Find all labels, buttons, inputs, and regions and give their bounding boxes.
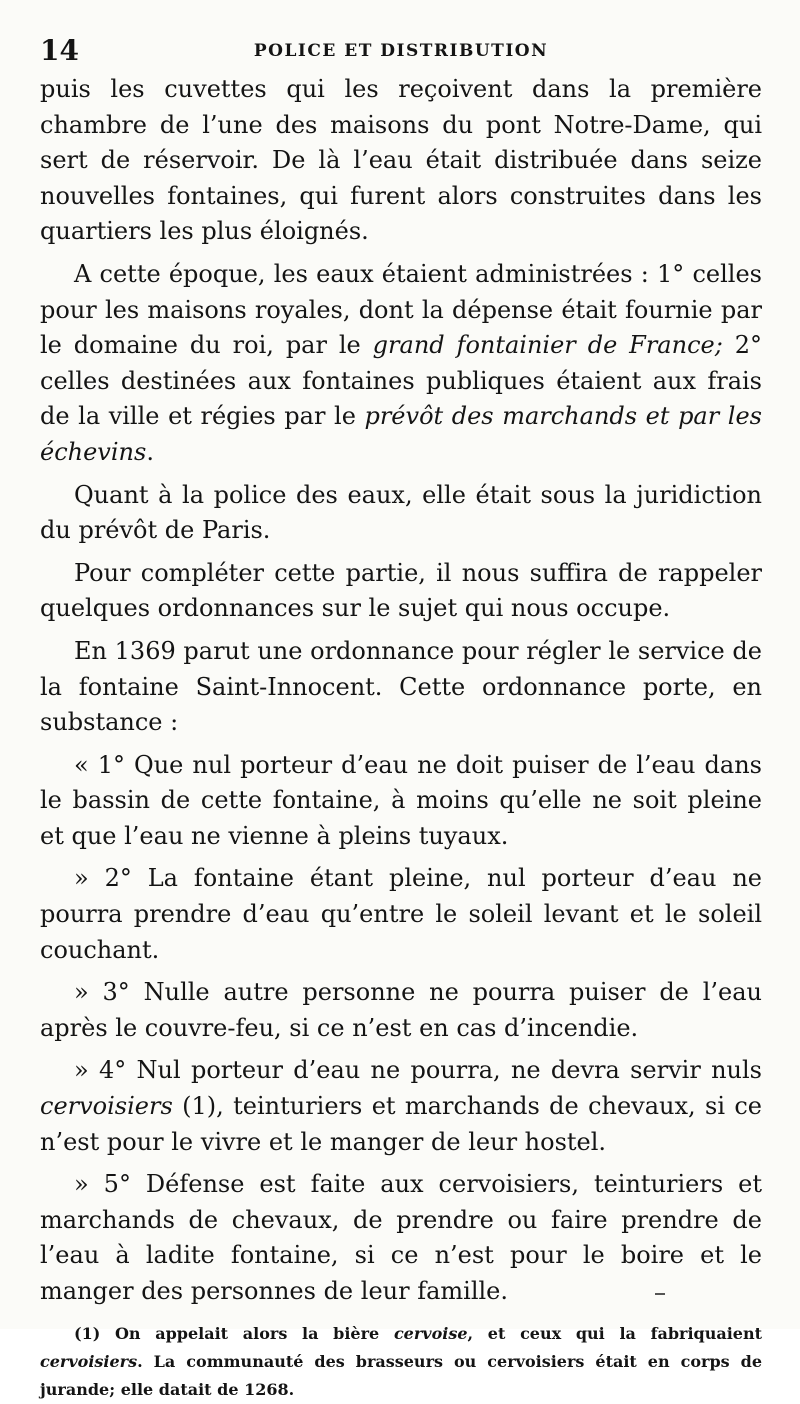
paragraph xyxy=(40,478,762,549)
footnote xyxy=(40,1320,762,1404)
paragraph-text: » 5° Défense est faite aux cervoisiers, teinturiers et marchands de chevaux, de prendre ou faire prendre de l’eau à ladite fontaine, si ce n’est pour le boire et le manger des personnes de leur famille. xyxy=(40,1170,762,1305)
ordinance-article xyxy=(40,1167,762,1309)
paragraph-text: En 1369 parut une ordonnance pour régler le service de la fontaine Saint-Innocent. Cette ordonnance porte, en substance : xyxy=(40,636,762,737)
ordinance-article xyxy=(40,748,762,855)
italic-text: cervoisiers xyxy=(40,1092,173,1121)
paragraph-text: Pour compléter cette partie, il nous suffira de rappeler quelques ordonnances sur le sujet qui nous occupe. xyxy=(40,558,762,623)
paragraph-text: (1), teinturiers et marchands de chevaux, si ce n’est pour le vivre et le manger de leur hostel. xyxy=(40,1092,762,1156)
footnote-text: , et ceux qui la fabriquaient xyxy=(467,1323,763,1343)
page-number: 14 xyxy=(40,34,79,67)
ordinance-article xyxy=(40,861,762,968)
paragraph-text: » 4° Nul porteur d’eau ne pourra, ne devra servir nuls xyxy=(74,1056,762,1085)
footnote-text: (1) On appelait alors la bière xyxy=(74,1323,394,1343)
paragraph-text: A cette époque, les eaux étaient administrées : 1° celles pour les maisons royales, dont la dépense était fournie par le domaine du roi, par le xyxy=(40,259,762,360)
body-text xyxy=(40,72,762,1310)
italic-text: grand fontainier de France; xyxy=(372,331,723,360)
paragraph-text: puis les cuvettes qui les reçoivent dans la première chambre de l’une des maisons du pont Notre-Dame, qui sert de réservoir. De là l’eau était distribuée dans seize nouvelles fontaines, qui furent alors construites dans les quartiers les plus éloignés. xyxy=(40,75,762,246)
paragraph xyxy=(40,257,762,471)
ordinance-article xyxy=(40,1053,762,1160)
paragraph-text: « 1° Que nul porteur d’eau ne doit puiser de l’eau dans le bassin de cette fontaine, à moins qu’elle ne soit pleine et que l’eau ne vienne à pleins tuyaux. xyxy=(40,750,762,850)
running-title: POLICE ET DISTRIBUTION xyxy=(253,41,549,61)
paragraph xyxy=(40,72,762,250)
italic-text: cervoise xyxy=(393,1323,468,1343)
paragraph-text: 2° celles destinées aux fontaines publiques étaient aux frais de la ville et régies par le xyxy=(40,331,762,431)
paragraph-text: » 3° Nulle autre personne ne pourra puiser de l’eau après le couvre-feu, si ce n’est en cas d’incendie. xyxy=(40,978,762,1042)
paragraph-text: Quant à la police des eaux, elle était sous la juridiction du prévôt de Paris. xyxy=(40,480,762,545)
print-mark xyxy=(655,1293,665,1295)
paragraph xyxy=(40,556,762,627)
running-head xyxy=(40,30,762,72)
italic-text: prévôt des marchands et par les échevins xyxy=(40,402,762,466)
paragraph-text: » 2° La fontaine étant pleine, nul porteur d’eau ne pourra prendre d’eau qu’entre le soleil levant et le soleil couchant. xyxy=(40,864,762,964)
ordinance-article xyxy=(40,975,762,1046)
italic-text: cervoisiers xyxy=(40,1351,138,1371)
paragraph xyxy=(40,634,762,741)
footnotes xyxy=(40,1320,762,1404)
paragraph-text: . xyxy=(146,437,154,466)
footnote-text: . La communauté des brasseurs ou cervoisiers était en corps de jurande; elle datait de 1268. xyxy=(40,1351,762,1399)
